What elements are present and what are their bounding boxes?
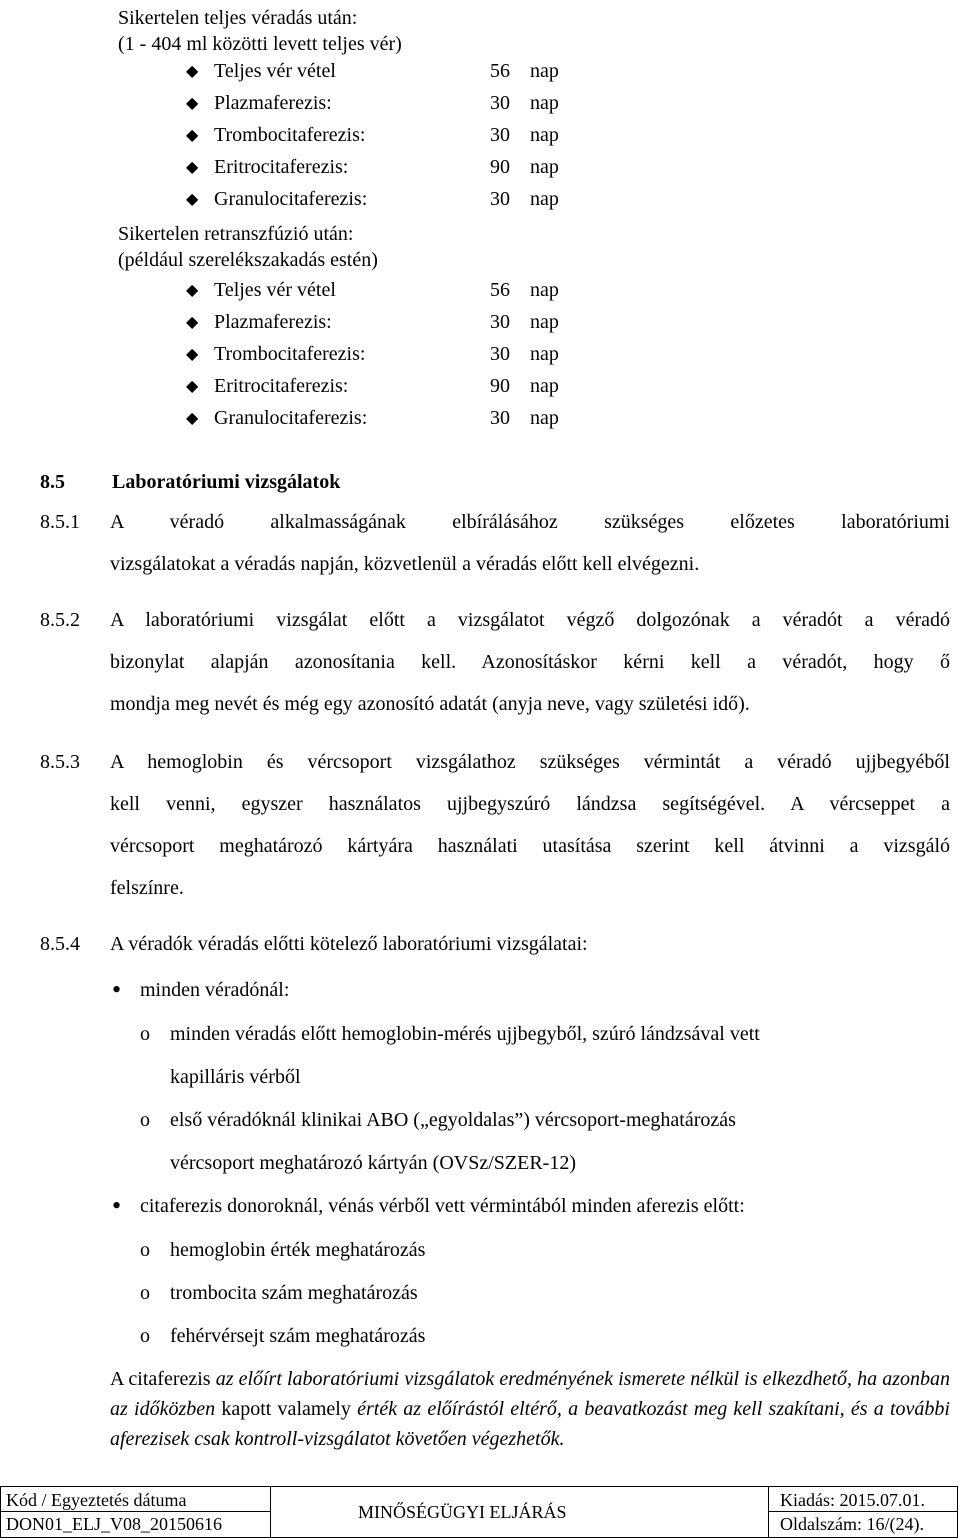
footer-page: Oldalszám: 16/(24). xyxy=(780,1514,924,1534)
bullet-text: citaferezis donoroknál, vénás vérből vett vérmintából minden aferezis előtt: xyxy=(140,1195,745,1217)
footer xyxy=(0,1486,958,1538)
list2-title-2: (például szerelékszakadás estén) xyxy=(118,249,378,271)
paragraph-line: vércsoport meghatározó kártyára használati utasítása szerint kell átvinni a vizsgáló xyxy=(110,835,950,857)
list-item-unit: nap xyxy=(530,375,559,397)
circle-bullet-icon: o xyxy=(140,1109,150,1131)
list-item-value: 56 xyxy=(490,279,510,301)
list-item-value: 30 xyxy=(490,92,510,114)
paragraph-line: A véradó alkalmasságának elbírálásához szükséges előzetes laboratóriumi xyxy=(110,511,950,533)
sub-item-line: vércsoport meghatározó kártyán (OVSz/SZER-12) xyxy=(170,1152,576,1174)
paragraph-line: A véradók véradás előtti kötelező laboratóriumi vizsgálatai: xyxy=(110,933,588,955)
section-number: 8.5 xyxy=(40,471,65,493)
section-title: Laboratóriumi vizsgálatok xyxy=(112,471,341,493)
circle-bullet-icon: o xyxy=(140,1239,150,1261)
sub-item-line: trombocita szám meghatározás xyxy=(170,1282,418,1304)
diamond-bullet-icon: ◆ xyxy=(186,191,199,208)
closing-plain: kapott valamely xyxy=(215,1398,358,1420)
paragraph-line: kell venni, egyszer használatos ujjbegyszúró lándzsa segítségével. A vércseppet a xyxy=(110,793,950,815)
sub-item-line: minden véradás előtt hemoglobin-mérés ujjbegyből, szúró lándzsával vett xyxy=(170,1023,760,1045)
list-item-unit: nap xyxy=(530,343,559,365)
closing-italic-1: az előírt laboratóriumi vizsgálatok eredményének ismerete nélkül is elkezdhető, ha azonban az időközben xyxy=(110,1368,950,1420)
sub-item-line: kapilláris vérből xyxy=(170,1066,301,1088)
paragraph-number: 8.5.1 xyxy=(40,511,80,533)
footer-issue: Kiadás: 2015.07.01. xyxy=(780,1490,925,1510)
list-item-unit: nap xyxy=(530,407,559,429)
closing-lead: A citaferezis xyxy=(110,1368,216,1390)
bullet-icon: • xyxy=(112,975,122,1004)
list-item-value: 30 xyxy=(490,343,510,365)
list1-title-2: (1 - 404 ml közötti levett teljes vér) xyxy=(118,33,402,55)
sub-item-line: fehérvérsejt szám meghatározás xyxy=(170,1325,426,1347)
circle-bullet-icon: o xyxy=(140,1282,150,1304)
footer-code-value: DON01_ELJ_V08_20150616 xyxy=(6,1514,222,1534)
diamond-bullet-icon: ◆ xyxy=(186,159,199,176)
paragraph-line: vizsgálatokat a véradás napján, közvetlenül a véradás előtt kell elvégezni. xyxy=(110,553,700,575)
diamond-bullet-icon: ◆ xyxy=(186,127,199,144)
footer-code-label: Kód / Egyeztetés dátuma xyxy=(6,1490,187,1510)
paragraph-line: mondja meg nevét és még egy azonosító adatát (anyja neve, vagy születési idő). xyxy=(110,693,750,715)
list-item-label: Granulocitaferezis: xyxy=(214,188,368,210)
list-item-value: 30 xyxy=(490,311,510,333)
list-item-label: Plazmaferezis: xyxy=(214,92,332,114)
list-item-unit: nap xyxy=(530,156,559,178)
list-item-value: 90 xyxy=(490,156,510,178)
list-item-value: 30 xyxy=(490,407,510,429)
diamond-bullet-icon: ◆ xyxy=(186,95,199,112)
list-item-value: 90 xyxy=(490,375,510,397)
paragraph-line: bizonylat alapján azonosítania kell. Azonosításkor kérni kell a véradót, hogy ő xyxy=(110,651,950,673)
list-item-label: Trombocitaferezis: xyxy=(214,343,366,365)
list-item-label: Trombocitaferezis: xyxy=(214,124,366,146)
sub-item-line: hemoglobin érték meghatározás xyxy=(170,1239,426,1261)
circle-bullet-icon: o xyxy=(140,1023,150,1045)
sub-item-line: első véradóknál klinikai ABO („egyoldalas”) vércsoport-meghatározás xyxy=(170,1109,736,1131)
diamond-bullet-icon: ◆ xyxy=(186,63,199,80)
list-item-label: Teljes vér vétel xyxy=(214,60,336,82)
list-item-label: Teljes vér vétel xyxy=(214,279,336,301)
list-item-label: Eritrocitaferezis: xyxy=(214,156,349,178)
list-item-label: Eritrocitaferezis: xyxy=(214,375,349,397)
paragraph-line: A hemoglobin és vércsoport vizsgálathoz szükséges vérmintát a véradó ujjbegyéből xyxy=(110,751,950,773)
list-item-unit: nap xyxy=(530,311,559,333)
paragraph-number: 8.5.4 xyxy=(40,933,80,955)
closing-italic-2: érték az előírástól eltérő, a beavatkozást meg kell szakítani, és a további aferezisek csak kontroll-vizsgálatot követően végezhetők. xyxy=(110,1398,950,1450)
list-item-label: Granulocitaferezis: xyxy=(214,407,368,429)
circle-bullet-icon: o xyxy=(140,1325,150,1347)
list-item-value: 30 xyxy=(490,124,510,146)
paragraph-line: felszínre. xyxy=(110,877,184,899)
list-item-label: Plazmaferezis: xyxy=(214,311,332,333)
paragraph-line: A laboratóriumi vizsgálat előtt a vizsgálatot végző dolgozónak a véradót a véradó xyxy=(110,609,950,631)
list-item-unit: nap xyxy=(530,279,559,301)
list-item-unit: nap xyxy=(530,92,559,114)
list2-title-1: Sikertelen retranszfúzió után: xyxy=(118,223,354,245)
footer-doc-type: MINŐSÉGÜGYI ELJÁRÁS xyxy=(358,1502,567,1522)
closing-paragraph xyxy=(110,1364,950,1454)
diamond-bullet-icon: ◆ xyxy=(186,346,199,363)
paragraph-number: 8.5.3 xyxy=(40,751,80,773)
bullet-icon: • xyxy=(112,1191,122,1220)
diamond-bullet-icon: ◆ xyxy=(186,378,199,395)
list-item-unit: nap xyxy=(530,188,559,210)
list-item-value: 56 xyxy=(490,60,510,82)
bullet-text: minden véradónál: xyxy=(140,979,290,1001)
list-item-value: 30 xyxy=(490,188,510,210)
list-item-unit: nap xyxy=(530,124,559,146)
list1-title-1: Sikertelen teljes véradás után: xyxy=(118,7,358,29)
paragraph-number: 8.5.2 xyxy=(40,609,80,631)
diamond-bullet-icon: ◆ xyxy=(186,410,199,427)
diamond-bullet-icon: ◆ xyxy=(186,314,199,331)
list-item-unit: nap xyxy=(530,60,559,82)
diamond-bullet-icon: ◆ xyxy=(186,282,199,299)
